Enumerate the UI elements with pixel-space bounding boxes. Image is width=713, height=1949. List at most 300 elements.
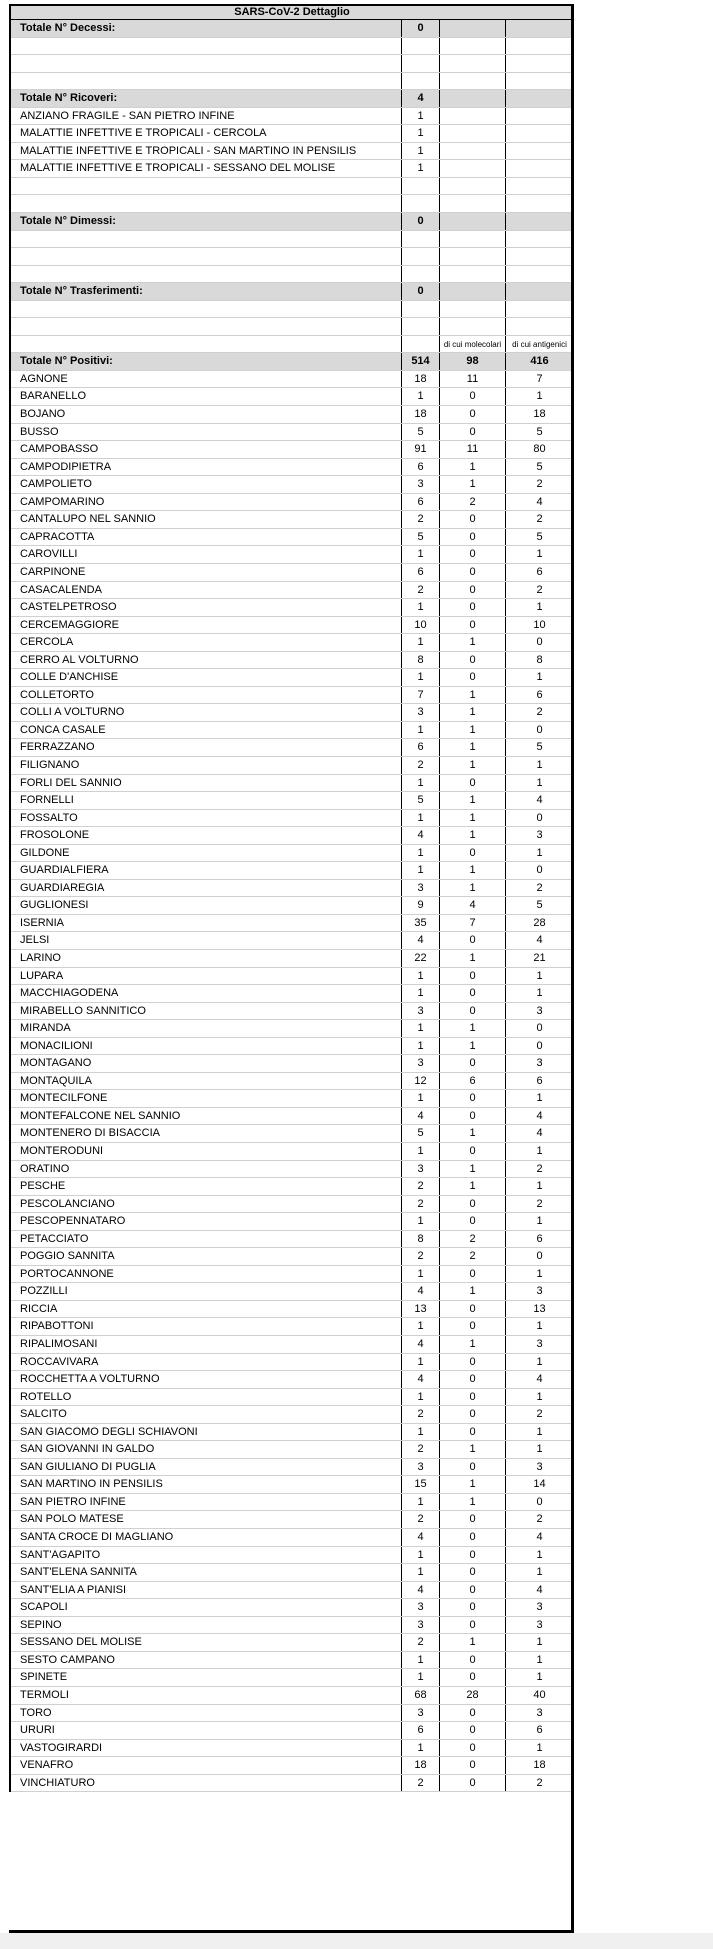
comune-name: FORNELLI bbox=[11, 792, 402, 809]
comune-name: TERMOLI bbox=[11, 1687, 402, 1704]
comune-total: 2 bbox=[402, 1248, 440, 1265]
comune-total: 91 bbox=[402, 441, 440, 458]
comune-row bbox=[11, 1740, 573, 1758]
comune-total: 1 bbox=[402, 1564, 440, 1581]
comune-name: PETACCIATO bbox=[11, 1231, 402, 1248]
comune-name: SAN POLO MATESE bbox=[11, 1511, 402, 1528]
comune-molecolari: 1 bbox=[440, 739, 506, 756]
comune-molecolari: 1 bbox=[440, 950, 506, 967]
comune-name: MONTAQUILA bbox=[11, 1073, 402, 1090]
ricovero-row bbox=[11, 143, 573, 161]
comune-name: URURI bbox=[11, 1722, 402, 1739]
comune-total: 9 bbox=[402, 897, 440, 914]
comune-row bbox=[11, 1371, 573, 1389]
empty-cell bbox=[11, 336, 402, 353]
comune-row bbox=[11, 441, 573, 459]
dimessi-header-value: 0 bbox=[402, 213, 440, 230]
empty-cell bbox=[440, 195, 506, 212]
comune-row bbox=[11, 1318, 573, 1336]
molecolari-column-header: di cui molecolari bbox=[440, 336, 506, 353]
empty-cell bbox=[506, 160, 573, 177]
comune-molecolari: 0 bbox=[440, 599, 506, 616]
ricovero-name: MALATTIE INFETTIVE E TROPICALI - SAN MARTINO IN PENSILIS bbox=[11, 143, 402, 160]
comune-molecolari: 0 bbox=[440, 775, 506, 792]
comune-antigenici: 4 bbox=[536, 1583, 543, 1596]
comune-antigenici: 1 bbox=[536, 1267, 543, 1280]
comune-molecolari: 1 bbox=[440, 757, 506, 774]
comune-total: 1 bbox=[402, 388, 440, 405]
comune-total: 3 bbox=[402, 880, 440, 897]
comune-molecolari: 6 bbox=[440, 1073, 506, 1090]
comune-row bbox=[11, 1231, 573, 1249]
comune-total: 3 bbox=[402, 1459, 440, 1476]
empty-cell bbox=[440, 213, 506, 230]
empty-cell bbox=[440, 90, 506, 107]
comune-antigenici: 6 bbox=[536, 1232, 543, 1245]
decessi-header-label: Totale N° Decessi: bbox=[11, 20, 402, 37]
comune-molecolari: 0 bbox=[440, 1669, 506, 1686]
comune-row bbox=[11, 1336, 573, 1354]
antigenici-column-header: di cui antigenici bbox=[512, 339, 567, 349]
comune-row bbox=[11, 757, 573, 775]
comune-name: CASTELPETROSO bbox=[11, 599, 402, 616]
comune-name: MONTEFALCONE NEL SANNIO bbox=[11, 1108, 402, 1125]
comune-row bbox=[11, 722, 573, 740]
comune-name: CASACALENDA bbox=[11, 582, 402, 599]
empty-row bbox=[11, 248, 573, 266]
comune-row bbox=[11, 1266, 573, 1284]
comune-total: 3 bbox=[402, 476, 440, 493]
comune-antigenici: 2 bbox=[536, 706, 543, 719]
empty-cell bbox=[506, 108, 573, 125]
comune-total: 18 bbox=[402, 371, 440, 388]
comune-total: 2 bbox=[402, 1441, 440, 1458]
empty-cell bbox=[402, 336, 440, 353]
comune-antigenici: 6 bbox=[536, 565, 543, 578]
comune-name: PESCHE bbox=[11, 1178, 402, 1195]
comune-row bbox=[11, 1511, 573, 1529]
comune-name: TORO bbox=[11, 1705, 402, 1722]
empty-row bbox=[11, 301, 573, 319]
comune-row bbox=[11, 1459, 573, 1477]
comune-molecolari: 1 bbox=[440, 687, 506, 704]
comune-total: 1 bbox=[402, 1494, 440, 1511]
empty-cell bbox=[402, 55, 440, 72]
comune-row bbox=[11, 1161, 573, 1179]
comune-name: MONTERODUNI bbox=[11, 1143, 402, 1160]
comune-total: 4 bbox=[402, 1529, 440, 1546]
comune-row bbox=[11, 1705, 573, 1723]
comune-molecolari: 0 bbox=[440, 617, 506, 634]
empty-cell bbox=[440, 20, 506, 37]
comune-antigenici: 4 bbox=[536, 1373, 543, 1386]
comune-name: MONTENERO DI BISACCIA bbox=[11, 1125, 402, 1142]
comune-name: RICCIA bbox=[11, 1301, 402, 1318]
comune-antigenici: 6 bbox=[536, 688, 543, 701]
comune-name: LARINO bbox=[11, 950, 402, 967]
comune-molecolari: 1 bbox=[440, 1161, 506, 1178]
comune-name: MONTAGANO bbox=[11, 1055, 402, 1072]
empty-cell bbox=[402, 318, 440, 335]
comune-antigenici: 2 bbox=[536, 1513, 543, 1526]
comune-antigenici: 5 bbox=[536, 460, 543, 473]
comune-antigenici: 3 bbox=[536, 1601, 543, 1614]
comune-row bbox=[11, 1722, 573, 1740]
right-border bbox=[571, 4, 574, 1932]
comune-name: MONTECILFONE bbox=[11, 1090, 402, 1107]
empty-cell bbox=[402, 178, 440, 195]
comune-name: MACCHIAGODENA bbox=[11, 985, 402, 1002]
comune-antigenici: 1 bbox=[536, 1355, 543, 1368]
comune-antigenici: 4 bbox=[536, 1127, 543, 1140]
comune-molecolari: 0 bbox=[440, 406, 506, 423]
comune-row bbox=[11, 617, 573, 635]
comune-total: 1 bbox=[402, 775, 440, 792]
comune-name: FROSOLONE bbox=[11, 827, 402, 844]
comune-total: 4 bbox=[402, 1108, 440, 1125]
comune-molecolari: 0 bbox=[440, 1740, 506, 1757]
comune-row bbox=[11, 564, 573, 582]
comune-molecolari: 0 bbox=[440, 968, 506, 985]
empty-cell bbox=[506, 195, 573, 212]
empty-row bbox=[11, 231, 573, 249]
comune-antigenici: 21 bbox=[533, 951, 546, 964]
comune-row bbox=[11, 511, 573, 529]
comune-antigenici: 1 bbox=[536, 1566, 543, 1579]
comune-molecolari: 0 bbox=[440, 1143, 506, 1160]
comune-name: CAPRACOTTA bbox=[11, 529, 402, 546]
comune-antigenici: 8 bbox=[536, 653, 543, 666]
empty-cell bbox=[11, 73, 402, 90]
comune-antigenici: 3 bbox=[536, 829, 543, 842]
comune-total: 1 bbox=[402, 862, 440, 879]
comune-antigenici: 10 bbox=[533, 618, 546, 631]
comune-name: PESCOLANCIANO bbox=[11, 1196, 402, 1213]
comune-antigenici: 40 bbox=[533, 1688, 546, 1701]
comune-row bbox=[11, 1775, 573, 1793]
comune-row bbox=[11, 494, 573, 512]
comune-total: 1 bbox=[402, 1213, 440, 1230]
comune-molecolari: 1 bbox=[440, 827, 506, 844]
comune-total: 3 bbox=[402, 1617, 440, 1634]
comune-antigenici: 7 bbox=[536, 372, 543, 385]
empty-cell bbox=[11, 318, 402, 335]
comune-row bbox=[11, 1476, 573, 1494]
comune-total: 1 bbox=[402, 845, 440, 862]
comune-total: 6 bbox=[402, 564, 440, 581]
comune-total: 68 bbox=[402, 1687, 440, 1704]
comune-total: 1 bbox=[402, 1547, 440, 1564]
comune-antigenici: 3 bbox=[536, 1706, 543, 1719]
comune-row bbox=[11, 582, 573, 600]
comune-name: ROCCAVIVARA bbox=[11, 1354, 402, 1371]
comune-total: 13 bbox=[402, 1301, 440, 1318]
comune-antigenici: 80 bbox=[533, 443, 546, 456]
comune-row bbox=[11, 1090, 573, 1108]
table-body bbox=[11, 20, 573, 1792]
comune-name: MONACILIONI bbox=[11, 1038, 402, 1055]
comune-row bbox=[11, 687, 573, 705]
comune-molecolari: 0 bbox=[440, 1055, 506, 1072]
comune-molecolari: 0 bbox=[440, 1196, 506, 1213]
comune-row bbox=[11, 792, 573, 810]
positivi-subheader bbox=[11, 336, 573, 354]
comune-name: FORLI DEL SANNIO bbox=[11, 775, 402, 792]
comune-molecolari: 1 bbox=[440, 1494, 506, 1511]
empty-cell bbox=[402, 248, 440, 265]
empty-cell bbox=[440, 38, 506, 55]
comune-total: 22 bbox=[402, 950, 440, 967]
comune-row bbox=[11, 915, 573, 933]
empty-cell bbox=[506, 38, 573, 55]
comune-molecolari: 0 bbox=[440, 669, 506, 686]
comune-total: 1 bbox=[402, 968, 440, 985]
comune-name: SANT'AGAPITO bbox=[11, 1547, 402, 1564]
comune-row bbox=[11, 1248, 573, 1266]
comune-row bbox=[11, 950, 573, 968]
comune-antigenici: 4 bbox=[536, 794, 543, 807]
ricoveri-header-value: 4 bbox=[402, 90, 440, 107]
comune-row bbox=[11, 406, 573, 424]
comune-molecolari: 0 bbox=[440, 1705, 506, 1722]
comune-molecolari: 1 bbox=[440, 1020, 506, 1037]
comune-total: 5 bbox=[402, 424, 440, 441]
comune-row bbox=[11, 1599, 573, 1617]
comune-molecolari: 1 bbox=[440, 704, 506, 721]
comune-name: BOJANO bbox=[11, 406, 402, 423]
comune-molecolari: 0 bbox=[440, 546, 506, 563]
comune-antigenici: 18 bbox=[533, 408, 546, 421]
comune-name: CONCA CASALE bbox=[11, 722, 402, 739]
comune-row bbox=[11, 880, 573, 898]
comune-name: CAMPOBASSO bbox=[11, 441, 402, 458]
comune-antigenici: 0 bbox=[536, 636, 543, 649]
comune-name: SPINETE bbox=[11, 1669, 402, 1686]
report-title: SARS-CoV-2 Dettaglio bbox=[234, 6, 350, 18]
comune-molecolari: 0 bbox=[440, 1547, 506, 1564]
comune-row bbox=[11, 459, 573, 477]
comune-name: PESCOPENNATARO bbox=[11, 1213, 402, 1230]
comune-molecolari: 0 bbox=[440, 652, 506, 669]
comune-molecolari: 0 bbox=[440, 1406, 506, 1423]
comune-molecolari: 0 bbox=[440, 1318, 506, 1335]
ricovero-value: 1 bbox=[402, 143, 440, 160]
title-row bbox=[11, 6, 573, 20]
comune-molecolari: 0 bbox=[440, 932, 506, 949]
comune-row bbox=[11, 371, 573, 389]
comune-total: 2 bbox=[402, 1196, 440, 1213]
report-table bbox=[9, 4, 573, 1792]
comune-antigenici: 3 bbox=[536, 1618, 543, 1631]
comune-molecolari: 1 bbox=[440, 862, 506, 879]
comune-name: POGGIO SANNITA bbox=[11, 1248, 402, 1265]
comune-row bbox=[11, 739, 573, 757]
comune-molecolari: 1 bbox=[440, 1336, 506, 1353]
comune-molecolari: 7 bbox=[440, 915, 506, 932]
ricoveri-header-label: Totale N° Ricoveri: bbox=[11, 90, 402, 107]
comune-antigenici: 1 bbox=[536, 1145, 543, 1157]
comune-row bbox=[11, 599, 573, 617]
comune-antigenici: 18 bbox=[533, 1759, 546, 1772]
comune-row bbox=[11, 669, 573, 687]
comune-molecolari: 0 bbox=[440, 582, 506, 599]
dimessi-header-label: Totale N° Dimessi: bbox=[11, 213, 402, 230]
comune-molecolari: 1 bbox=[440, 880, 506, 897]
comune-antigenici: 0 bbox=[536, 864, 543, 877]
comune-total: 4 bbox=[402, 1283, 440, 1300]
comune-name: SCAPOLI bbox=[11, 1599, 402, 1616]
comune-molecolari: 0 bbox=[440, 1757, 506, 1774]
comune-molecolari: 0 bbox=[440, 1722, 506, 1739]
comune-molecolari: 2 bbox=[440, 1231, 506, 1248]
comune-name: ROCCHETTA A VOLTURNO bbox=[11, 1371, 402, 1388]
comune-molecolari: 0 bbox=[440, 1389, 506, 1406]
comune-antigenici: 2 bbox=[536, 1197, 543, 1210]
empty-cell bbox=[506, 318, 573, 335]
comune-name: FOSSALTO bbox=[11, 810, 402, 827]
comune-antigenici: 2 bbox=[536, 1162, 543, 1175]
comune-row bbox=[11, 1582, 573, 1600]
comune-row bbox=[11, 1108, 573, 1126]
comune-molecolari: 0 bbox=[440, 1652, 506, 1669]
comune-antigenici: 2 bbox=[536, 1776, 543, 1789]
comune-total: 1 bbox=[402, 985, 440, 1002]
comune-name: CAMPOLIETO bbox=[11, 476, 402, 493]
comune-total: 1 bbox=[402, 1090, 440, 1107]
comune-antigenici: 1 bbox=[536, 1671, 543, 1684]
comune-molecolari: 1 bbox=[440, 459, 506, 476]
empty-cell bbox=[402, 301, 440, 318]
comune-row bbox=[11, 1125, 573, 1143]
comune-molecolari: 1 bbox=[440, 1441, 506, 1458]
comune-total: 1 bbox=[402, 669, 440, 686]
empty-cell bbox=[506, 178, 573, 195]
comune-molecolari: 0 bbox=[440, 1564, 506, 1581]
comune-antigenici: 1 bbox=[536, 1653, 543, 1666]
empty-cell bbox=[11, 195, 402, 212]
empty-cell bbox=[440, 160, 506, 177]
comune-antigenici: 4 bbox=[536, 1531, 543, 1544]
comune-antigenici: 0 bbox=[536, 1250, 543, 1263]
comune-antigenici: 1 bbox=[536, 969, 543, 982]
comune-antigenici: 1 bbox=[536, 846, 543, 859]
comune-molecolari: 1 bbox=[440, 810, 506, 827]
comune-antigenici: 4 bbox=[536, 1109, 543, 1122]
comune-name: SAN MARTINO IN PENSILIS bbox=[11, 1476, 402, 1493]
comune-total: 18 bbox=[402, 1757, 440, 1774]
empty-cell bbox=[506, 213, 573, 230]
comune-row bbox=[11, 1441, 573, 1459]
comune-antigenici: 2 bbox=[536, 1408, 543, 1421]
comune-molecolari: 0 bbox=[440, 1617, 506, 1634]
comune-antigenici: 4 bbox=[536, 495, 543, 508]
comune-name: RIPABOTTONI bbox=[11, 1318, 402, 1335]
ricovero-value: 1 bbox=[402, 108, 440, 125]
dimessi-header bbox=[11, 213, 573, 231]
comune-molecolari: 11 bbox=[440, 441, 506, 458]
comune-name: PORTOCANNONE bbox=[11, 1266, 402, 1283]
comune-total: 4 bbox=[402, 1371, 440, 1388]
comune-antigenici: 6 bbox=[536, 1074, 543, 1087]
comune-name: CERCEMAGGIORE bbox=[11, 617, 402, 634]
comune-name: JELSI bbox=[11, 932, 402, 949]
comune-name: CERCOLA bbox=[11, 634, 402, 651]
comune-name: CAMPODIPIETRA bbox=[11, 459, 402, 476]
comune-total: 3 bbox=[402, 1599, 440, 1616]
empty-cell bbox=[506, 90, 573, 107]
comune-molecolari: 0 bbox=[440, 529, 506, 546]
comune-molecolari: 0 bbox=[440, 1213, 506, 1230]
comune-molecolari: 1 bbox=[440, 1283, 506, 1300]
comune-antigenici: 3 bbox=[536, 1338, 543, 1351]
comune-antigenici: 1 bbox=[536, 1390, 543, 1403]
comune-total: 18 bbox=[402, 406, 440, 423]
empty-row bbox=[11, 195, 573, 213]
comune-row bbox=[11, 897, 573, 915]
comune-antigenici: 2 bbox=[536, 583, 543, 596]
comune-molecolari: 0 bbox=[440, 1511, 506, 1528]
empty-cell bbox=[11, 248, 402, 265]
comune-name: VINCHIATURO bbox=[11, 1775, 402, 1792]
empty-cell bbox=[440, 266, 506, 283]
comune-antigenici: 13 bbox=[533, 1302, 546, 1315]
empty-cell bbox=[506, 20, 573, 37]
comune-row bbox=[11, 968, 573, 986]
comune-total: 4 bbox=[402, 1336, 440, 1353]
comune-molecolari: 1 bbox=[440, 1178, 506, 1195]
comune-row bbox=[11, 1494, 573, 1512]
comune-total: 2 bbox=[402, 1406, 440, 1423]
comune-total: 6 bbox=[402, 739, 440, 756]
comune-antigenici: 1 bbox=[536, 1320, 543, 1333]
comune-total: 2 bbox=[402, 1178, 440, 1195]
comune-name: GUARDIAREGIA bbox=[11, 880, 402, 897]
ricovero-row bbox=[11, 108, 573, 126]
empty-cell bbox=[440, 301, 506, 318]
comune-molecolari: 1 bbox=[440, 1634, 506, 1651]
comune-antigenici: 1 bbox=[536, 1548, 543, 1561]
ricovero-value: 1 bbox=[402, 125, 440, 142]
comune-antigenici: 0 bbox=[536, 811, 543, 824]
comune-name: FILIGNANO bbox=[11, 757, 402, 774]
comune-row bbox=[11, 1354, 573, 1372]
comune-antigenici: 6 bbox=[536, 1724, 543, 1737]
comune-antigenici: 3 bbox=[536, 1460, 543, 1473]
comune-antigenici: 4 bbox=[536, 934, 543, 947]
empty-row bbox=[11, 55, 573, 73]
comune-molecolari: 1 bbox=[440, 1038, 506, 1055]
empty-cell bbox=[506, 143, 573, 160]
empty-cell bbox=[506, 55, 573, 72]
comune-name: ROTELLO bbox=[11, 1389, 402, 1406]
empty-cell bbox=[506, 125, 573, 142]
comune-name: SANT'ELIA A PIANISI bbox=[11, 1582, 402, 1599]
comune-row bbox=[11, 1213, 573, 1231]
comune-total: 4 bbox=[402, 827, 440, 844]
empty-row bbox=[11, 38, 573, 56]
decessi-header bbox=[11, 20, 573, 38]
comune-molecolari: 1 bbox=[440, 792, 506, 809]
comune-name: SAN GIULIANO DI PUGLIA bbox=[11, 1459, 402, 1476]
empty-row bbox=[11, 73, 573, 91]
comune-molecolari: 0 bbox=[440, 845, 506, 862]
empty-cell bbox=[506, 73, 573, 90]
comune-total: 3 bbox=[402, 1705, 440, 1722]
comune-total: 5 bbox=[402, 792, 440, 809]
comune-antigenici: 1 bbox=[536, 1180, 543, 1193]
comune-name: FERRAZZANO bbox=[11, 739, 402, 756]
comune-name: GILDONE bbox=[11, 845, 402, 862]
